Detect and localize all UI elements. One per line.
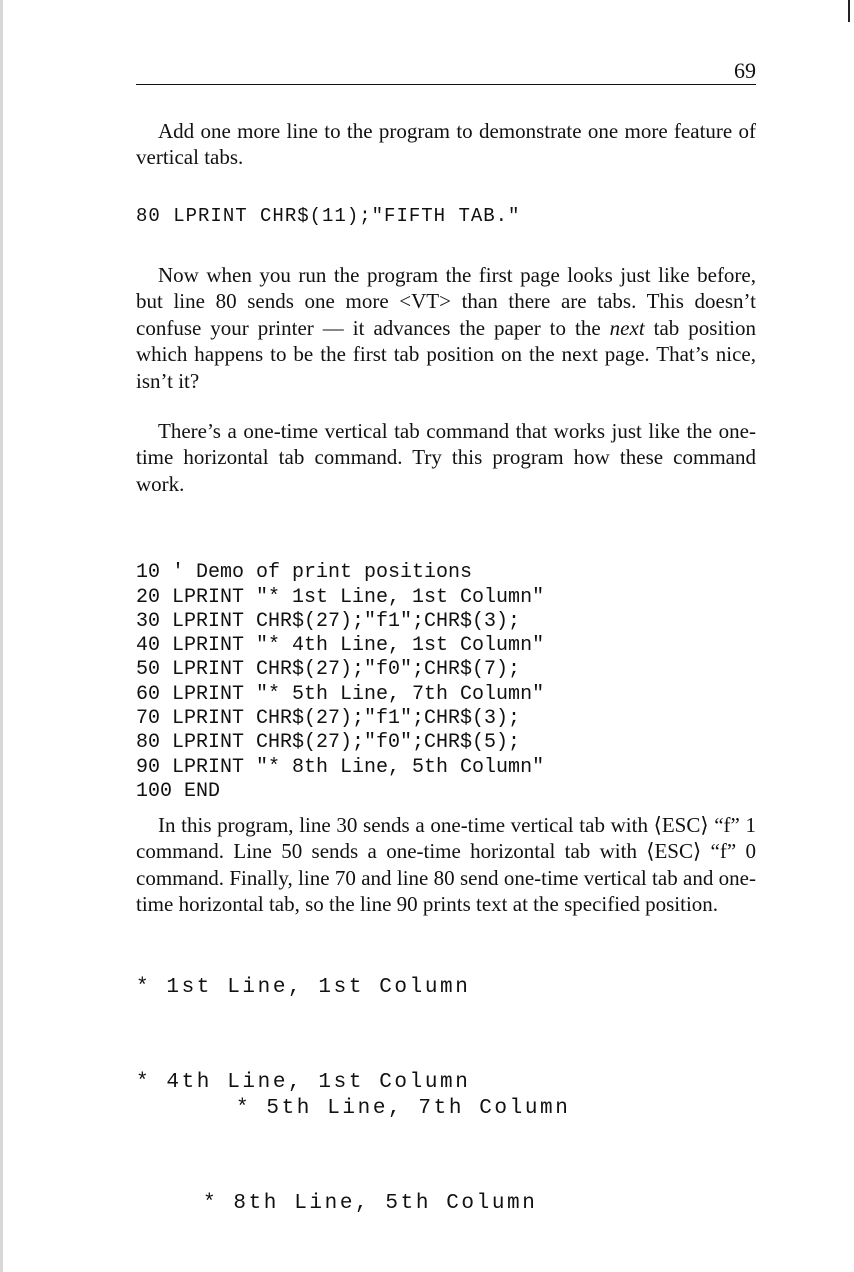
paragraph-explanation-part1: Now when you run the program the first page looks just like before, but line 80 sends one more <VT> than there are tabs. This doesn’t confuse your printer — it advances the paper to the	[136, 263, 756, 340]
paragraph-program-explanation	[136, 812, 756, 918]
program-line: 40 LPRINT "* 4th Line, 1st Column"	[136, 634, 545, 658]
header-rule	[136, 84, 756, 85]
printer-output-line-4: * 4th Line, 1st Column	[136, 1071, 471, 1094]
printer-output-line-5: * 5th Line, 7th Column	[236, 1097, 571, 1120]
paragraph-one-time-tab-text: There’s a one-time vertical tab command that works just like the one-time horizontal tab command. Try this program how these command work.	[136, 419, 756, 496]
page-left-edge	[0, 0, 3, 1272]
paragraph-explanation	[136, 262, 756, 394]
program-line: 50 LPRINT CHR$(27);"f0";CHR$(7);	[136, 658, 521, 682]
printer-output-line-1: * 1st Line, 1st Column	[136, 976, 471, 999]
paragraph-explanation-part2: tab position which happens to be the first tab position on the next page. That’s nice, isn’t it?	[136, 315, 756, 393]
paragraph-intro	[136, 118, 756, 171]
program-line: 60 LPRINT "* 5th Line, 7th Column"	[136, 682, 545, 706]
page-number: 69	[734, 58, 756, 83]
printer-output-line-8: * 8th Line, 5th Column	[203, 1192, 538, 1215]
paragraph-intro-text: Add one more line to the program to demonstrate one more feature of vertical tabs.	[136, 119, 756, 170]
program-line: 30 LPRINT CHR$(27);"f1";CHR$(3);	[136, 609, 521, 633]
code-snippet: 80 LPRINT CHR$(11);"FIFTH TAB."	[136, 205, 521, 227]
paragraph-program-explanation-text: In this program, line 30 sends a one-time vertical tab with ⟨ESC⟩ “f” 1 command. Line 50 sends a one-time horizontal tab with ⟨ESC⟩ “f” 0 command. Finally, line 70 and line 80 send one-time vertical tab and one-time horizontal tab, so the line 90 prints text at the specified position.	[136, 813, 756, 917]
program-line: 90 LPRINT "* 8th Line, 5th Column"	[136, 755, 545, 779]
program-line: 70 LPRINT CHR$(27);"f1";CHR$(3);	[136, 707, 521, 731]
page-edge-mark	[848, 0, 850, 22]
paragraph-one-time-tab	[136, 418, 756, 497]
emphasis-next: next	[609, 315, 645, 340]
program-line: 20 LPRINT "* 1st Line, 1st Column"	[136, 585, 545, 609]
program-line: 80 LPRINT CHR$(27);"f0";CHR$(5);	[136, 731, 521, 755]
program-line: 10 ' Demo of print positions	[136, 561, 473, 585]
program-line: 100 END	[136, 779, 221, 803]
program-listing	[136, 537, 544, 829]
